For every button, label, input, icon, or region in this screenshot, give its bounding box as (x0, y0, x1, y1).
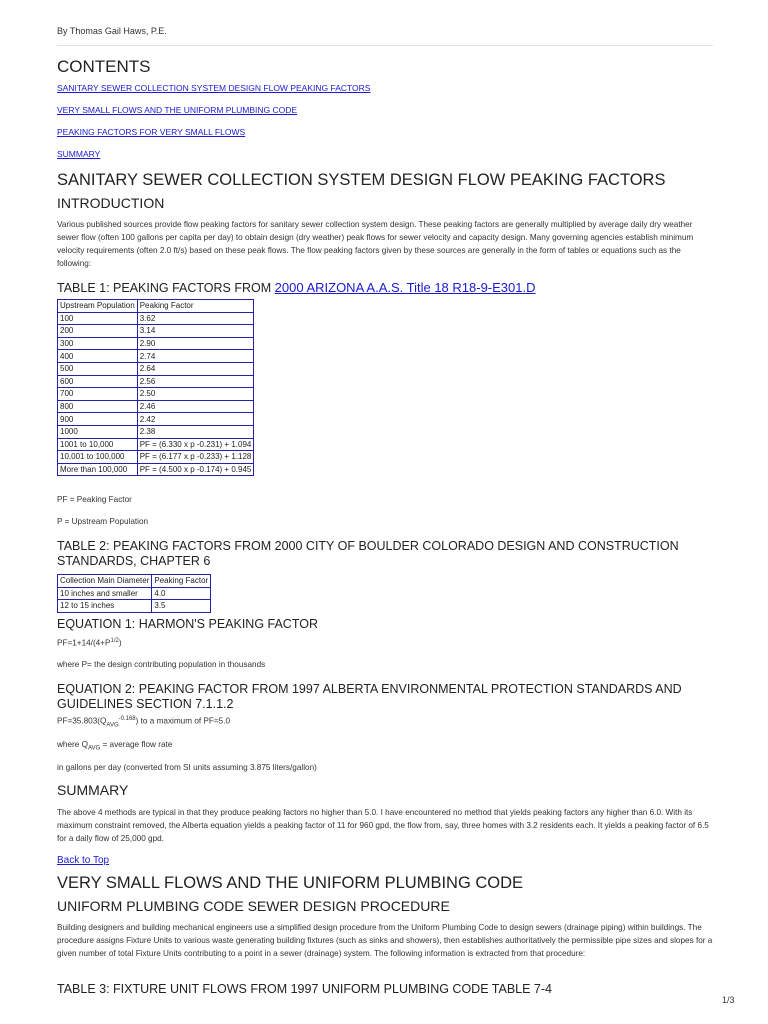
table1-cell: 500 (58, 362, 138, 375)
table1-row (58, 425, 254, 438)
equation2-where-base: where Q (57, 740, 88, 749)
table1-row (58, 312, 254, 325)
header-divider (57, 45, 713, 46)
table1-row (58, 463, 254, 476)
contents-heading: CONTENTS (57, 57, 151, 76)
table1-header-row (58, 300, 254, 313)
equation1-where: where P= the design contributing population in thousands (57, 660, 266, 669)
table1-cell: 600 (58, 375, 138, 388)
equation1-heading: EQUATION 1: HARMON'S PEAKING FACTOR (57, 617, 318, 631)
table1-row (58, 350, 254, 363)
table2-cell: 4.0 (152, 587, 211, 600)
table1-row (58, 375, 254, 388)
equation1-formula-exponent: 1/2 (110, 638, 119, 644)
equation2-formula-exponent: -0.168 (118, 716, 136, 722)
table1-cell: 300 (58, 337, 138, 350)
table1-cell: 2.46 (137, 400, 254, 413)
table1-cell: 2.50 (137, 388, 254, 401)
note-p-definition: P = Upstream Population (57, 517, 149, 526)
table1-cell: PF = (6.177 x p -0.233) + 1.128 (137, 451, 254, 464)
toc-link-peaking-factors[interactable]: SANITARY SEWER COLLECTION SYSTEM DESIGN FLOW PEAKING FACTORS (57, 83, 371, 93)
table1-cell: 2.42 (137, 413, 254, 426)
table1-row (58, 362, 254, 375)
toc-link-uniform-plumbing-code[interactable]: VERY SMALL FLOWS AND THE UNIFORM PLUMBING CODE (57, 105, 298, 115)
table1-cell: PF = (6.330 x p -0.231) + 1.094 (137, 438, 254, 451)
table1-cell: 800 (58, 400, 138, 413)
table2-cell: 12 to 15 inches (58, 600, 152, 613)
table1-cell: 2.74 (137, 350, 254, 363)
equation2-units-note: in gallons per day (converted from SI units assuming 3.875 liters/gallon) (57, 763, 317, 772)
table2-row (58, 587, 211, 600)
table1-cell: 700 (58, 388, 138, 401)
table1-row (58, 413, 254, 426)
table1-heading (57, 280, 536, 295)
summary-heading: SUMMARY (57, 782, 129, 798)
table3-heading: TABLE 3: FIXTURE UNIT FLOWS FROM 1997 UNIFORM PLUMBING CODE TABLE 7-4 (57, 982, 553, 996)
table1-cell: 1000 (58, 425, 138, 438)
table1-header-cell: Peaking Factor (137, 300, 254, 313)
upc-procedure-heading: UNIFORM PLUMBING CODE SEWER DESIGN PROCEDURE (57, 898, 450, 914)
table1-cell: 1001 to 10,000 (58, 438, 138, 451)
table1-cell: 100 (58, 312, 138, 325)
introduction-paragraph: Various published sources provide flow peaking factors for sanitary sewer collection system design. These peaking factors are generally multiplied by average daily dry weather sewer flow (often 100 gallons per capita per day) to obtain design (dry weather) peak flows for sewer velocity and capacity design. Many governing agencies establish minimum velocity requirements (often 2.0 ft/s) based on these peak flows. The flow peaking factors given by these sources are generally in the form of tables or equations such as the following: (57, 220, 694, 268)
equation2-formula-end: ) to a maximum of PF=5.0 (135, 716, 231, 726)
table1-row (58, 438, 254, 451)
equation1-formula-end: ) (118, 638, 122, 648)
arizona-code-link[interactable]: 2000 ARIZONA A.A.S. Title 18 R18-9-E301.D (274, 280, 536, 295)
equation2-where-subscript: AVG (87, 745, 101, 752)
equation2-formula-base: PF=35.803(Q (57, 716, 107, 726)
table1-row (58, 400, 254, 413)
table2-header-row (58, 575, 211, 588)
table1-cell: 2.90 (137, 337, 254, 350)
toc-link-summary[interactable]: SUMMARY (57, 149, 101, 159)
table2-heading: TABLE 2: PEAKING FACTORS FROM 2000 CITY OF BOULDER COLORADO DESIGN AND CONSTRUCTION STANDARDS, CHAPTER 6 (57, 539, 679, 568)
table2-boulder-peaking-factors (57, 574, 211, 613)
section-title-peaking-factors: SANITARY SEWER COLLECTION SYSTEM DESIGN FLOW PEAKING FACTORS (57, 171, 666, 189)
equation1-formula-base: PF=1+14/(4+P (57, 638, 111, 648)
upc-procedure-paragraph: Building designers and building mechanical engineers use a simplified design procedure from the Uniform Plumbing Code to design sewers (drainage piping) within buildings. The procedure assigns Fixture Units to various waste generating building fixtures (such as sinks and showers), then establishes authoritatively the permissible pipe sizes and slopes for a given number of total Fixture Units contributing to a point in a sewer (drainage) system. The following information is extracted from that procedure: (57, 923, 713, 958)
page-number: 1/3 (722, 995, 735, 1005)
summary-paragraph: The above 4 methods are typical in that they produce peaking factors no higher than 5.0. I have encountered no method that yields peaking factors any higher than 6.0. With its maximum constraint removed, the Alberta equation yields a peaking factor of 11 for 960 gpd, the flow from, say, three homes with 3.2 residents each. It yields a peaking factor of 6.5 for a daily flow of 25,000 gpd. (57, 808, 709, 843)
author-byline: By Thomas Gail Haws, P.E. (57, 26, 167, 36)
table1-cell: 400 (58, 350, 138, 363)
table1-heading-text: TABLE 1: PEAKING FACTORS FROM (57, 281, 275, 295)
table1-cell: 200 (58, 325, 138, 338)
table1-cell: 2.64 (137, 362, 254, 375)
table1-cell: More than 100,000 (58, 463, 138, 476)
equation2-formula (57, 716, 230, 728)
table1-cell: 2.38 (137, 425, 254, 438)
introduction-heading: INTRODUCTION (57, 195, 165, 211)
table1-cell: 3.62 (137, 312, 254, 325)
equation2-where-end: = average flow rate (100, 740, 173, 749)
table1-arizona-peaking-factors (57, 299, 254, 476)
table2-row (58, 600, 211, 613)
equation2-where (57, 740, 172, 752)
table1-cell: 10,001 to 100,000 (58, 451, 138, 464)
table1-row (58, 337, 254, 350)
back-to-top-link[interactable]: Back to Top (57, 855, 110, 866)
toc-link-very-small-flows[interactable]: PEAKING FACTORS FOR VERY SMALL FLOWS (57, 127, 246, 137)
table1-row (58, 388, 254, 401)
equation2-formula-subscript: AVG (106, 722, 119, 729)
equation2-heading: EQUATION 2: PEAKING FACTOR FROM 1997 ALBERTA ENVIRONMENTAL PROTECTION STANDARDS AND GUIDELINES SECTION 7.1.1.2 (57, 682, 682, 711)
table1-cell: 2.56 (137, 375, 254, 388)
table1-row (58, 325, 254, 338)
table2-cell: 3.5 (152, 600, 211, 613)
table1-cell: PF = (4.500 x p -0.174) + 0.945 (137, 463, 254, 476)
table2-cell: 10 inches and smaller (58, 587, 152, 600)
equation1-formula (57, 638, 122, 648)
table1-header-cell: Upstream Population (58, 300, 138, 313)
table1-row (58, 451, 254, 464)
table1-cell: 3.14 (137, 325, 254, 338)
note-pf-definition: PF = Peaking Factor (57, 495, 132, 504)
section-title-uniform-plumbing-code: VERY SMALL FLOWS AND THE UNIFORM PLUMBING CODE (57, 874, 524, 892)
table2-header-cell: Peaking Factor (152, 575, 211, 588)
table2-header-cell: Collection Main Diameter (58, 575, 152, 588)
table1-cell: 900 (58, 413, 138, 426)
